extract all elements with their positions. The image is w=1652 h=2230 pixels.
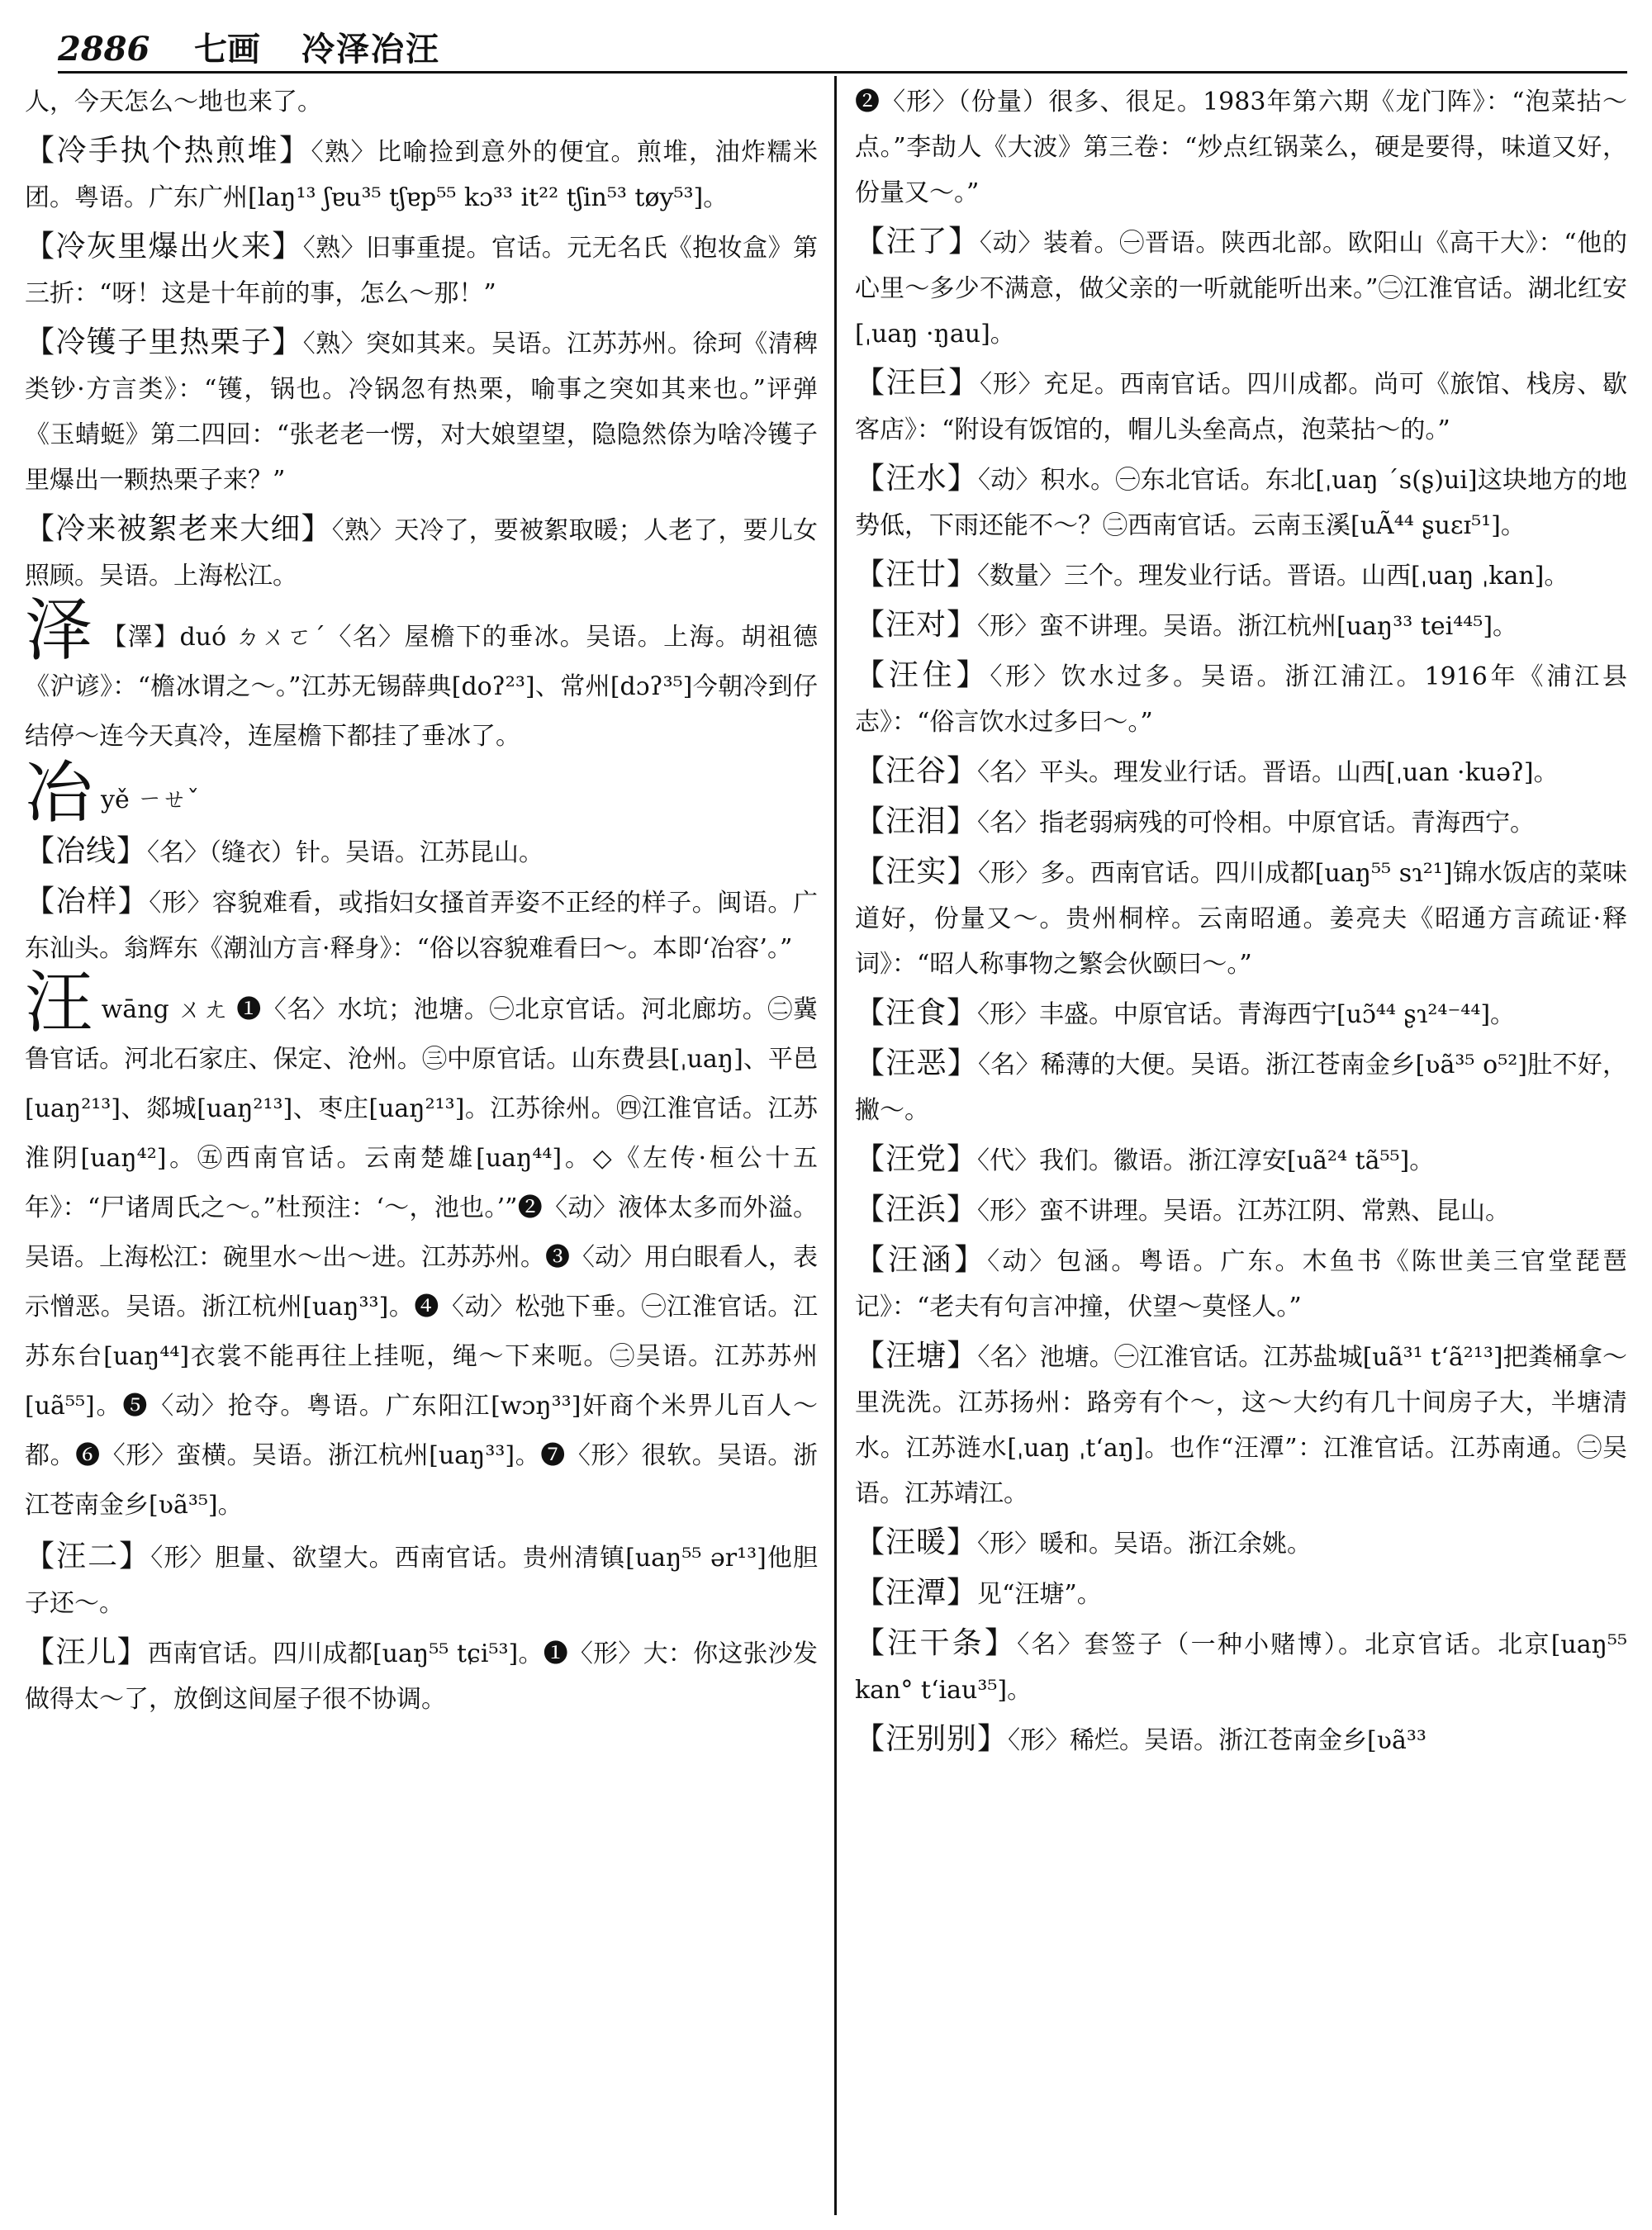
- entry-definition: 〈形〉胆量、欲望大。西南官话。贵州清镇[uaŋ⁵⁵ ər¹³]他胆子还～。: [25, 1544, 818, 1618]
- dictionary-entry: [855, 1187, 1627, 1234]
- page-number: 2886: [58, 30, 150, 69]
- dictionary-entry: [855, 1520, 1627, 1567]
- entry-headword: 【汪廿】: [855, 558, 978, 591]
- dictionary-entry: [855, 652, 1627, 745]
- entry-definition: 〈动〉装着。㊀晋语。陕西北部。欧阳山《高干大》：“他的心里～多少不满意，做父亲的一听就能听出来。”㊁江淮官话。湖北红安[ˌuaŋ ·ŋau]。: [855, 229, 1627, 349]
- entry-headword: 【汪浜】: [855, 1193, 978, 1226]
- entry-headword: 【汪暖】: [855, 1525, 978, 1559]
- head-character-entry: [25, 964, 818, 1530]
- dictionary-entry: [25, 879, 818, 971]
- dictionary-entry: [25, 1630, 818, 1722]
- head-character: 汪: [25, 964, 93, 1042]
- dictionary-entry: [25, 128, 818, 221]
- entry-definition: 〈熟〉天冷了，要被絮取暖；人老了，要儿女照顾。吴语。上海松江。: [25, 516, 818, 591]
- head-character-entry: [25, 591, 818, 762]
- entry-headword: 【汪住】: [855, 658, 990, 692]
- dictionary-entry: [855, 219, 1627, 357]
- entry-headword: 【冷手执个热煎堆】: [25, 134, 311, 168]
- entry-headword: 【汪巨】: [855, 366, 980, 400]
- left-column: [25, 79, 818, 2218]
- entry-definition: 〈熟〉比喻捡到意外的便宜。煎堆，油炸糯米团。粤语。广东广州[laŋ¹³ ʃɐu³⁵ tʃɐp⁵⁵ kɔ³³ it²² tʃin⁵³ tøy⁵³]。: [25, 138, 818, 212]
- entry-headword: 【汪别别】: [855, 1722, 1009, 1756]
- entry-definition: 见“汪塘”。: [977, 1580, 1102, 1609]
- head-character: 泽: [25, 591, 94, 670]
- entry-headword: 【汪了】: [855, 225, 980, 259]
- entry-definition: 〈数量〉三个。理发业行话。晋语。山西[ˌuaŋ ˌkan]。: [977, 562, 1569, 591]
- dictionary-entry: [855, 456, 1627, 548]
- dictionary-entry: [855, 360, 1627, 453]
- dictionary-entry: [855, 1716, 1627, 1763]
- header-rule: [58, 71, 1627, 74]
- entry-headword: 【汪对】: [855, 608, 978, 642]
- dictionary-entry: [855, 748, 1627, 795]
- entry-headword: 【汪泪】: [855, 804, 978, 838]
- entry-headword: 【冶样】: [25, 885, 150, 918]
- continued-text: ❷〈形〉（份量）很多、很足。1983年第六期《龙门阵》：“泡菜拈～点。”李劼人《大波》第三卷：“炒点红锅菜么，硬是要得，味道又好，份量又～。”: [855, 88, 1627, 207]
- dictionary-entry: [25, 320, 818, 503]
- entry-definition: 〈形〉充足。西南官话。四川成都。尚可《旅馆、栈房、歇客店》：“附设有饭馆的，帽儿头垒高点，泡菜拈～的。”: [855, 370, 1627, 444]
- entry-definition: 西南官话。四川成都[uaŋ⁵⁵ tɕi⁵³]。❶〈形〉大：你这张沙发做得太～了，放倒这间屋子很不协调。: [25, 1639, 818, 1714]
- entry-definition: 〈形〉蛮不讲理。吴语。浙江杭州[uaŋ³³ tei⁴⁴⁵]。: [977, 612, 1518, 641]
- entry-headword: 【汪塘】: [855, 1339, 978, 1373]
- entry-headword: 【冶线】: [25, 834, 148, 868]
- dictionary-entry: [855, 1333, 1627, 1516]
- entry-definition: 〈名〉池塘。㊀江淮官话。江苏盐城[uã³¹ tʻã²¹³]把粪桶拿～里洗洗。江苏扬州：路旁有个～，这～大约有几十间房子大，半塘清水。江苏涟水[ˌuaŋ ˌtʻaŋ]。也作“汪潭”：江淮官话。江苏南通。㊁吴语。江苏靖江。: [855, 1343, 1627, 1508]
- dictionary-entry: [855, 1237, 1627, 1330]
- entry-definition: 〈代〉我们。徽语。浙江淳安[uã²⁴ tã⁵⁵]。: [977, 1146, 1435, 1175]
- entry-definition: 〈形〉丰盛。中原官话。青海西宁[uɔ̃⁴⁴ ʂɿ²⁴⁻⁴⁴]。: [977, 1000, 1516, 1029]
- entry-definition: 〈动〉包涵。粤语。广东。木鱼书《陈世美三官堂琵琶记》：“老夫有句言冲撞，伏望～莫怪人。”: [855, 1247, 1627, 1321]
- dictionary-entry: [855, 552, 1627, 599]
- dictionary-entry: [25, 828, 818, 875]
- entry-definition: 〈形〉多。西南官话。四川成都[uaŋ⁵⁵ sɿ²¹]锦水饭店的菜味道好，份量又～。贵州桐梓。云南昭通。姜亮夫《昭通方言疏证·释词》：“昭人称事物之繁会伙颐曰～。”: [855, 859, 1627, 979]
- dictionary-entry: [25, 506, 818, 599]
- dictionary-entry: [855, 1136, 1627, 1184]
- entry-headword: 【汪水】: [855, 462, 978, 496]
- entry-headword: 【冷镬子里热栗子】: [25, 325, 303, 359]
- entry-definition: 〈动〉积水。㊀东北官话。东北[ˌuaŋ ˊs(ʂ)ui]这块地方的地势低，下雨还能不～？㊁西南官话。云南玉溪[uÃ⁴⁴ ʂuɛɪ⁵¹]。: [855, 466, 1627, 540]
- dictionary-entry: [25, 224, 818, 316]
- entry-headword: 【汪涵】: [855, 1243, 988, 1277]
- entry-definition: 〈形〉容貌难看，或指妇女搔首弄姿不正经的样子。闽语。广东汕头。翁辉东《潮汕方言·释身》：“俗以容貌难看曰～。本即‘冶容’。”: [25, 889, 818, 963]
- entry-definition: 〈熟〉旧事重提。官话。元无名氏《抱妆盒》第三折：“呀！这是十年前的事，怎么～那！”: [25, 234, 818, 308]
- page-header: [58, 23, 1611, 71]
- entry-headword: 【汪党】: [855, 1142, 978, 1176]
- entry-definition: 〈名〉平头。理发业行话。晋语。山西[ˌuan ·kuəʔ]。: [977, 758, 1559, 787]
- dictionary-entry: [25, 1534, 818, 1626]
- entry-definition: 〈名〉指老弱病残的可怜相。中原官话。青海西宁。: [977, 809, 1536, 837]
- entry-headword: 【汪潭】: [855, 1576, 978, 1610]
- head-character-definition: wāng ㄨㄤ ❶〈名〉水坑；池塘。㊀北京官话。河北廊坊。㊁冀鲁官话。河北石家庄、保定、沧州。㊂中原官话。山东费县[ˌuaŋ]、平邑[uaŋ²¹³]、郯城[uaŋ²¹³]、枣庄[uaŋ²¹³]。江苏徐州。㊃江淮官话。江苏淮阴[uaŋ⁴²]。㊄西南官话。云南楚雄[uaŋ⁴⁴]。◇《左传·桓公十五年》：“尸诸周氏之～。”杜预注：‘～，池也。’”❷〈动〉液体太多而外溢。吴语。上海松江：碗里水～出～进。江苏苏州。❸〈动〉用白眼看人，表示憎恶。吴语。浙江杭州[uaŋ³³]。❹〈动〉松弛下垂。㊀江淮官话。江苏东台[uaŋ⁴⁴]衣裳不能再往上挂呃，绳～下来呃。㊁吴语。江苏苏州[uã⁵⁵]。❺〈动〉抢夺。粤语。广东阳江[wɔŋ³³]奸商个米畀儿百人～都。❻〈形〉蛮横。吴语。浙江杭州[uaŋ³³]。❼〈形〉很软。吴语。浙江苍南金乡[ʋã³⁵]。: [25, 995, 818, 1520]
- entry-headword: 【汪实】: [855, 855, 978, 889]
- entry-headword: 【冷来被絮老来大细】: [25, 512, 332, 546]
- head-character-definition: 【澤】duó ㄉㄨㄛˊ〈名〉屋檐下的垂冰。吴语。上海。胡祖德《沪谚》：“檐冰谓之～。”江苏无锡薛典[doʔ²³]、常州[dɔʔ³⁵]今朝冷到仔结停～连今天真冷，连屋檐下都挂了垂冰了。: [25, 623, 818, 751]
- entry-definition: 〈名〉稀薄的大便。吴语。浙江苍南金乡[ʋã³⁵ o⁵²]肚不好，撇～。: [855, 1051, 1627, 1125]
- head-character-definition: yě ㄧㄝˇ: [101, 785, 200, 814]
- dictionary-entry: [855, 1041, 1627, 1133]
- entry-headword: 【汪谷】: [855, 754, 978, 788]
- head-character: 冶: [25, 754, 93, 833]
- dictionary-entry: [855, 849, 1627, 987]
- entry-definition: 〈名〉套签子（一种小赌博）。北京官话。北京[uaŋ⁵⁵ kan° tʻiau³⁵]。: [855, 1630, 1627, 1705]
- entry-definition: 〈形〉稀烂。吴语。浙江苍南金乡[ʋã³³: [1008, 1726, 1427, 1755]
- column-divider: [834, 76, 837, 2215]
- entry-headword: 【汪食】: [855, 996, 978, 1030]
- entry-headword: 【汪恶】: [855, 1046, 979, 1080]
- entry-definition: 〈形〉暖和。吴语。浙江余姚。: [977, 1530, 1313, 1559]
- head-character-entry: [25, 754, 818, 833]
- stroke-section: 七画: [194, 30, 260, 69]
- right-column: [855, 79, 1627, 2218]
- entry-definition: 〈熟〉突如其来。吴语。江苏苏州。徐珂《清稗类钞·方言类》：“镬，锅也。冷锅忽有热栗，喻事之突如其来也。”评弹《玉蜻蜓》第二四回：“张老老一愣，对大娘望望，隐隐然倷为啥冷镬子里爆出一颗热栗子来？”: [25, 330, 818, 495]
- entry-headword: 【冷灰里爆出火来】: [25, 230, 303, 263]
- entry-headword: 【汪儿】: [25, 1635, 148, 1669]
- dictionary-entry: [855, 799, 1627, 846]
- entry-definition: 〈形〉蛮不讲理。吴语。江苏江阴、常熟、昆山。: [977, 1197, 1511, 1226]
- dictionary-entry: [855, 1620, 1627, 1713]
- entry-headword: 【汪二】: [25, 1540, 151, 1573]
- entry-definition: 〈形〉饮水过多。吴语。浙江浦江。1916年《浦江县志》：“俗言饮水过多曰～。”: [855, 662, 1627, 737]
- running-head-characters: 冷泽冶汪: [301, 30, 440, 69]
- dictionary-entry: [855, 990, 1627, 1037]
- dictionary-entry: [855, 1570, 1627, 1617]
- entry-headword: 【汪干条】: [855, 1626, 1018, 1660]
- entry-definition: 〈名〉（缝衣）针。吴语。江苏昆山。: [147, 838, 544, 867]
- continued-text: 人，今天怎么～地也来了。: [25, 88, 322, 116]
- dictionary-entry: [855, 602, 1627, 649]
